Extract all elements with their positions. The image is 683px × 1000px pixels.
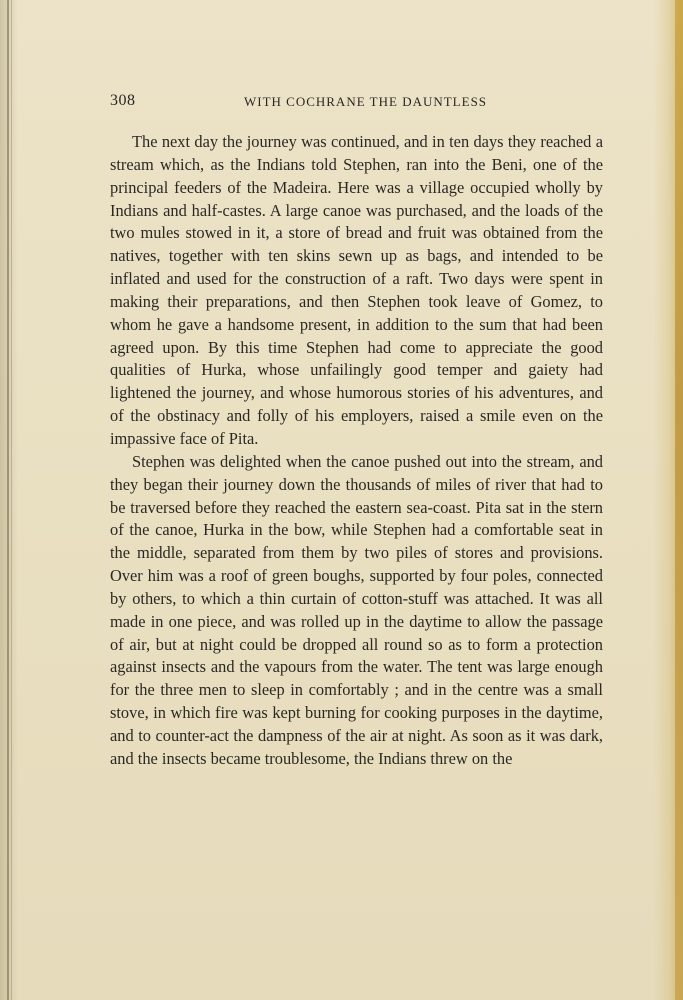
page-header: [110, 92, 603, 112]
running-head: WITH COCHRANE THE DAUNTLESS: [243, 94, 488, 109]
binding-shadow-line-secondary: [11, 0, 12, 1000]
paragraph-2: Stephen was delighted when the canoe pushed out into the stream, and they began their journey down the thousands of miles of river that had to be traversed before they reached the eastern sea-coast. Pita sat in the stern of the canoe, Hurka in the bow, while Stephen had a comfortable seat in the middle, separated from them by two piles of stores and provisions. Over him was a roof of green boughs, supported by four poles, connected by others, to which a thin curtain of cotton-stuff was attached. It was all made in one piece, and was rolled up in the daytime to allow the passage of air, but at night could be dropped all round so as to form a protection against insects and the vapours from the water. The tent was large enough for the three men to sleep in comfortably ; and in the centre was a small stove, in which fire was kept burning for cooking purposes in the daytime, and to counter-act the dampness of the air at night. As soon as it was dark, and the insects became troublesome, the Indians threw on the: [110, 451, 603, 768]
page-edge-stain: [675, 0, 683, 1000]
paragraph-1: The next day the journey was continued, and in ten days they reached a stream which, as the Indians told Stephen, ran into the Beni, one of the principal feeders of the Madeira. Here was a village occupied wholly by Indians and half-castes. A large canoe was purchased, and the loads of the two mules stowed in it, a store of bread and fruit was obtained from the natives, together with ten skins sewn up as bags, and intended to be inflated and used for the construction of a raft. Two days were spent in making their preparations, and then Stephen took leave of Gomez, to whom he gave a handsome present, in addition to the sum that had been agreed upon. By this time Stephen had come to appreciate the good qualities of Hurka, whose unfailingly good temper and gaiety had lightened the journey, and whose humorous stories of his adventures, and of the obstinacy and folly of his employers, raised a smile even on the impassive face of Pita.: [110, 132, 603, 448]
page-number: 308: [110, 92, 136, 109]
body-text: [110, 131, 603, 771]
binding-shadow-line: [7, 0, 9, 1000]
